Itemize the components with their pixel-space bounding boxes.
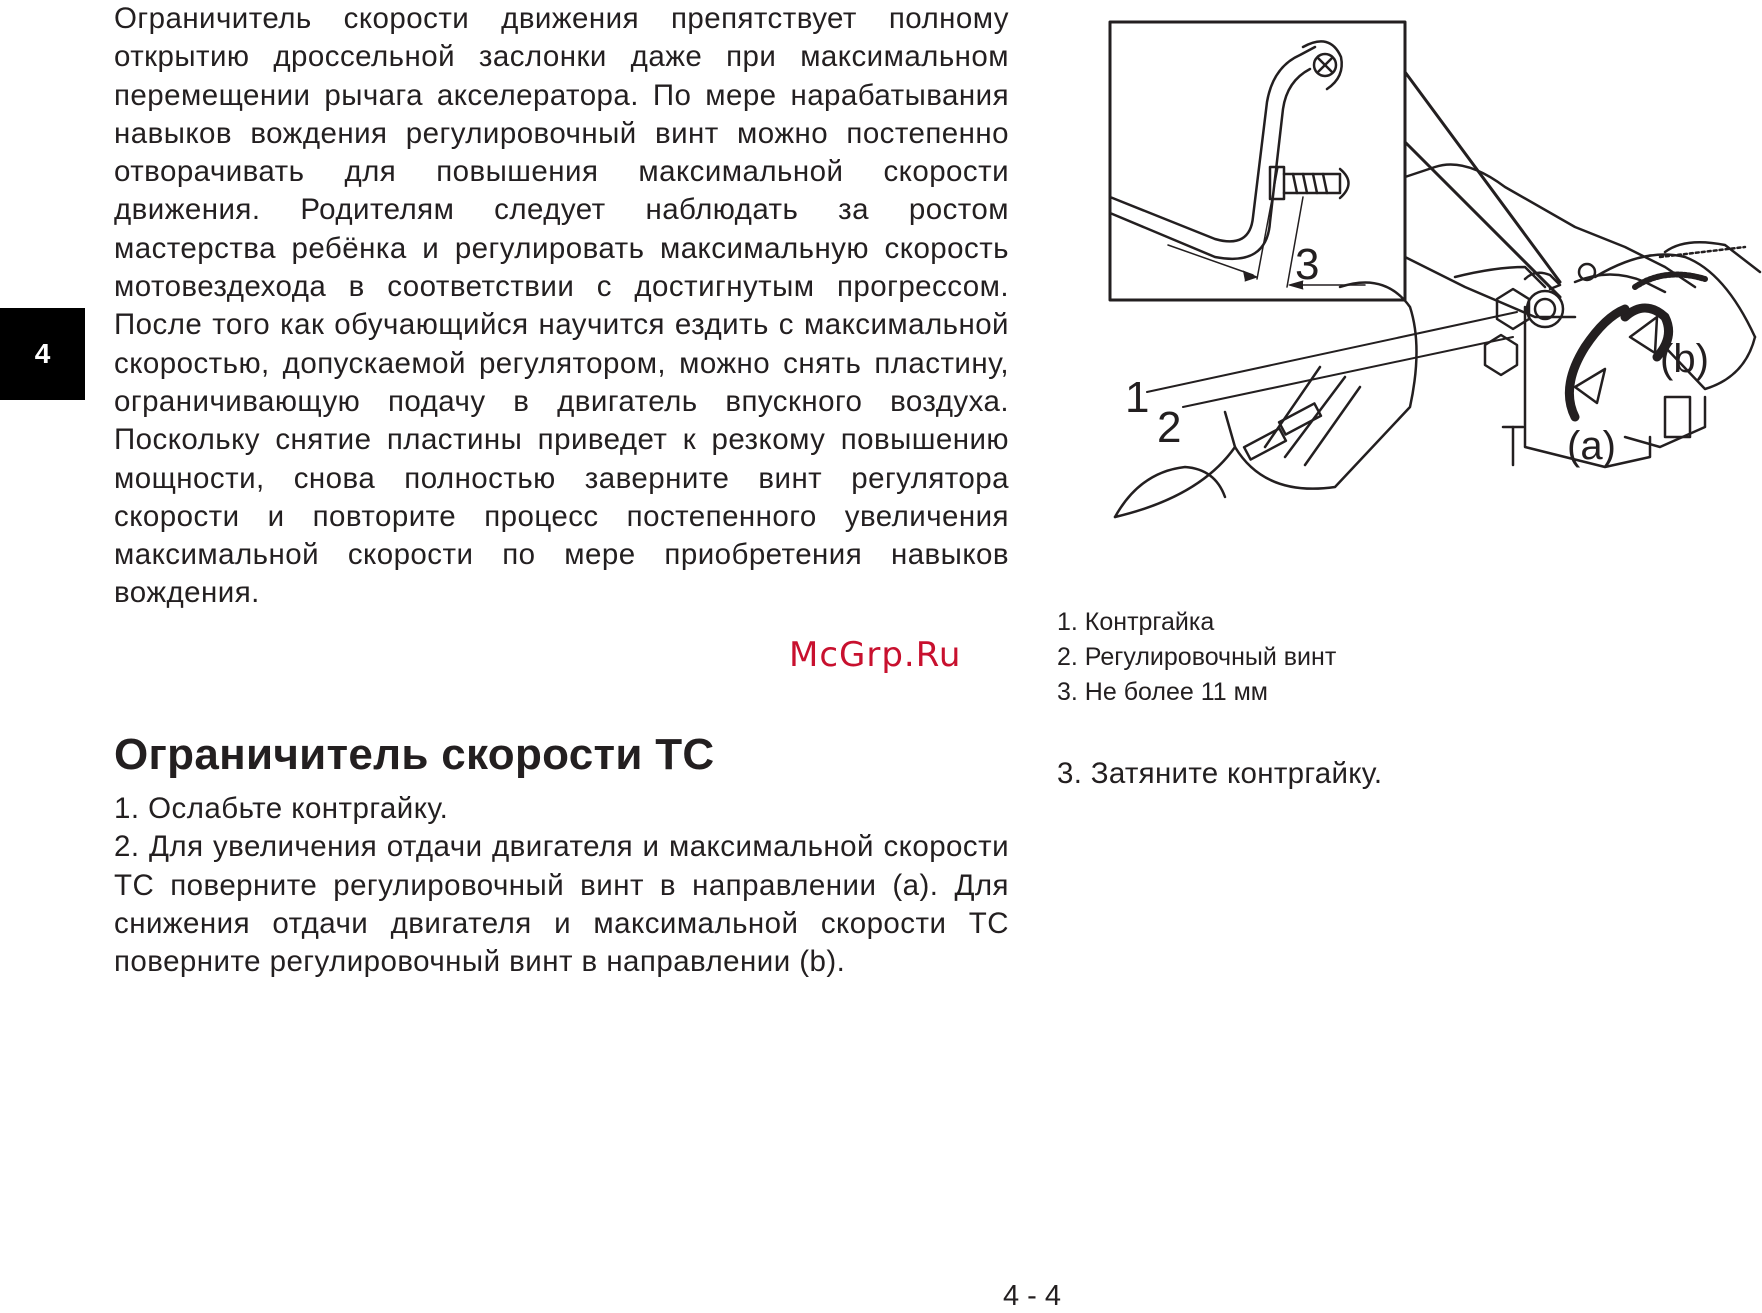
label-3: 3 <box>1295 240 1320 289</box>
label-2: 2 <box>1157 403 1182 452</box>
label-1: 1 <box>1125 373 1150 422</box>
caption-item: 2. Регулировочный винт <box>1057 643 1337 671</box>
page-number: 4 - 4 <box>1003 1280 1062 1312</box>
throttle-illustration <box>1105 17 1762 527</box>
step-2: 2. Для увеличения отдачи двигателя и максимальной скорости ТС поверните регулировочный винт в направлении (a). Для снижения отдачи двигателя и максимальной скорости ТС поверните регулировочный винт в направлении (b). <box>114 830 1009 979</box>
chapter-tab: 4 <box>0 308 85 400</box>
label-b: (b) <box>1660 337 1709 381</box>
figure-captions <box>1057 605 1336 710</box>
intro-paragraph: Ограничитель скорости движения препятствует полному открытию дроссельной заслонки даже при максимальном перемещении рычага акселератора. По мере нарабатывания навыков вождения регулировочный винт можно постепенно отворачивать для повышения максимальной скорости движения. Родителям следует наблюдать за ростом мастерства ребёнка и регулировать максимальную скорость мотовездехода в соответствии с достигнутым прогрессом. После того как обучающийся научится ездить с максимальной скоростью, допускаемой регулятором, можно снять пластину, ограничивающую подачу в двигатель впускного воздуха. Поскольку снятие пластины приведет к резкому повышению мощности, снова полностью заверните винт регулятора скорости и повторите процесс постепенного увеличения максимальной скорости по мере приобретения навыков вождения. <box>114 2 1009 610</box>
inset-frame <box>1110 22 1405 300</box>
steps-list <box>114 790 1009 981</box>
section-title: Ограничитель скорости ТС <box>114 730 715 779</box>
caption-item: 1. Контргайка <box>1057 608 1215 636</box>
caption-item: 3. Не более 11 мм <box>1057 678 1268 706</box>
watermark: McGrp.Ru <box>789 635 962 675</box>
step-1: 1. Ослабьте контргайку. <box>114 792 449 825</box>
label-a: (a) <box>1567 424 1616 468</box>
step-3: 3. Затяните контргайку. <box>1057 757 1383 790</box>
throttle-figure <box>1105 17 1762 527</box>
